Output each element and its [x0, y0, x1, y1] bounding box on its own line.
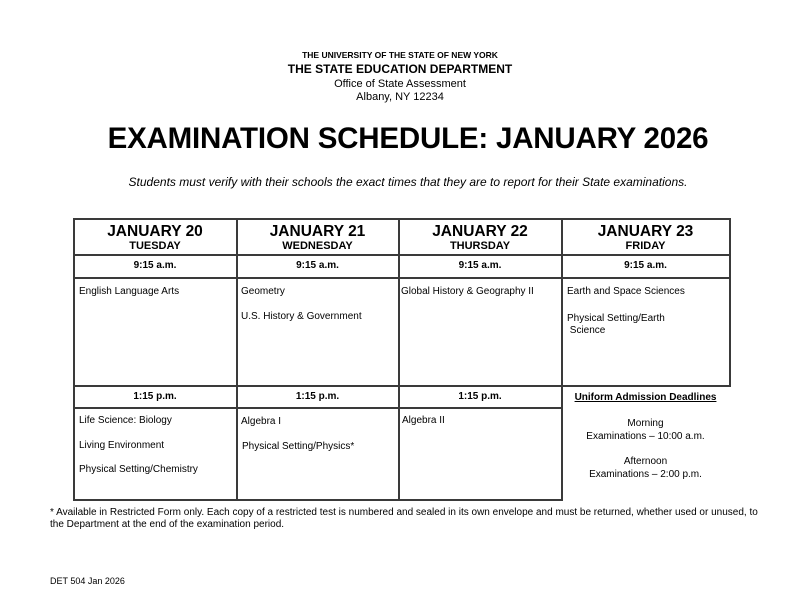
exam-item: Global History & Geography II: [401, 286, 534, 297]
exam-item: Geometry: [241, 286, 285, 297]
office-name: Office of State Assessment: [334, 78, 466, 90]
day-header-jan23: [562, 219, 729, 253]
morning-time-divider: [73, 277, 730, 279]
exam-item: Physical Setting/Earth: [567, 313, 665, 324]
exam-item: Algebra II: [402, 415, 445, 426]
university-name: THE UNIVERSITY OF THE STATE OF NEW YORK: [302, 50, 498, 60]
exam-item: English Language Arts: [79, 286, 180, 297]
exam-item-continued: Science: [567, 325, 606, 336]
uad-morning-value: Examinations – 10:00 a.m.: [586, 431, 705, 442]
department-name: THE STATE EDUCATION DEPARTMENT: [287, 62, 513, 76]
uad-afternoon-value: Examinations – 2:00 p.m.: [589, 469, 702, 480]
exam-item: Life Science: Biology: [79, 415, 172, 426]
day-date: JANUARY 20: [107, 223, 203, 240]
exam-item: Algebra I: [241, 416, 282, 427]
exam-item: Living Environment: [79, 440, 165, 451]
exam-item: U.S. History & Government: [241, 311, 362, 322]
morning-time: 9:15 a.m.: [458, 260, 502, 271]
afternoon-time: 1:15 p.m.: [295, 391, 340, 402]
table-border-right: [729, 218, 731, 387]
page-title: EXAMINATION SCHEDULE: JANUARY 2026: [107, 122, 709, 155]
day-weekday: FRIDAY: [625, 240, 666, 252]
day-weekday: THURSDAY: [449, 240, 511, 252]
day-weekday: WEDNESDAY: [282, 240, 353, 252]
afternoon-time: 1:15 p.m.: [133, 391, 177, 402]
morning-time: 9:15 a.m.: [296, 260, 339, 271]
morning-time: 9:15 a.m.: [624, 260, 667, 271]
uad-morning-label: Morning: [627, 418, 664, 429]
day-header-jan20: [74, 219, 236, 253]
document-id: DET 504 Jan 2026: [50, 576, 125, 586]
office-address: Albany, NY 12234: [356, 91, 444, 103]
afternoon-time: 1:15 p.m.: [458, 391, 502, 402]
day-header-jan21: [237, 219, 398, 253]
day-header-jan22: [399, 219, 561, 253]
footnote: * Available in Restricted Form only. Each copy of a restricted test is numbered and sealed in its own envelope and must be returned, whether used or unused, to the Department at the end of the examination period.: [50, 507, 758, 530]
page-subtitle: Students must verify with their schools the exact times that they are to report for their State examinations.: [128, 175, 688, 189]
morning-time: 9:15 a.m.: [133, 260, 177, 271]
day-weekday: TUESDAY: [129, 240, 181, 252]
uad-title: Uniform Admission Deadlines: [574, 392, 717, 403]
day-date: JANUARY 23: [597, 223, 694, 240]
table-border-bottom: [73, 499, 562, 501]
exam-item: Physical Setting/Chemistry: [79, 464, 198, 475]
day-date: JANUARY 21: [269, 223, 366, 240]
exam-item: Earth and Space Sciences: [567, 286, 685, 297]
uad-afternoon-label: Afternoon: [623, 456, 668, 467]
exam-item: Physical Setting/Physics*: [242, 441, 355, 452]
day-date: JANUARY 22: [432, 223, 528, 240]
